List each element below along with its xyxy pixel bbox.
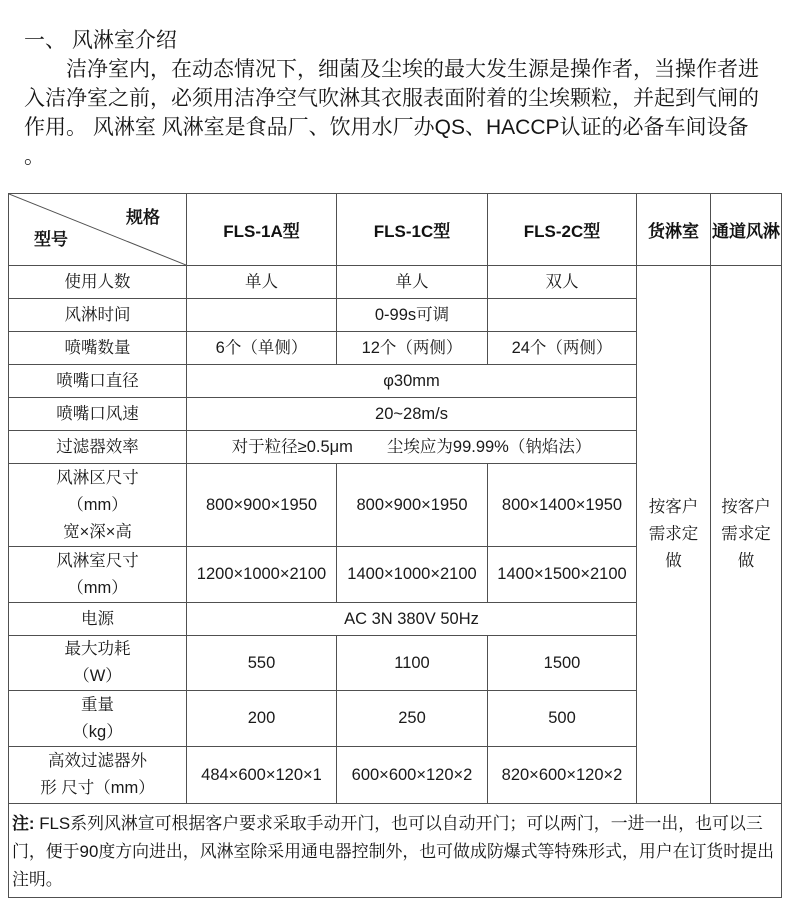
merged-value-text: 对于粒径≥0.5μm [231,437,353,456]
made-to-order-text: 按客户需求定做 [648,498,699,570]
value-cell-fls-1a: 800×900×1950 [187,464,336,546]
row-label-text: 最大功耗 [64,640,131,658]
row-label-cell [9,547,186,602]
value-cell-fls-1a: 550 [187,636,336,690]
row-label-text: 宽×深×高 [63,522,132,541]
row-label-text: 喷嘴数量 [64,338,131,357]
value-cell-fls-1c: 800×900×1950 [337,464,487,546]
value-cell-fls-2c [488,299,636,331]
row-label-text: 电源 [81,609,114,628]
intro-paragraph-line: 洁净室内，在动态情况下，细菌及尘埃的最大发生源是操作者，当操作者进 [66,58,759,81]
value-cell-fls-1c: 1400×1000×2100 [337,547,487,602]
row-label-text: 形 尺寸（mm） [40,779,155,797]
row-label-text: 喷嘴口直径 [56,371,139,390]
row-label-text: （W） [73,667,122,685]
row-label-text: 风淋区尺寸 [56,468,139,487]
value-cell-fls-1a: 484×600×120×1 [187,747,336,803]
merged-value-cell [187,431,636,463]
value-cell-fls-2c: 1500 [488,636,636,690]
value-cell-fls-2c: 500 [488,691,636,746]
row-label-cell [9,691,186,746]
merged-value-cell [187,398,636,430]
column-header-tunnel-shower: 通道风淋 [711,194,781,265]
corner-model-label: 型号 [34,230,68,249]
row-label-cell [9,747,186,803]
value-cell-fls-1a: 1200×1000×2100 [187,547,336,602]
intro-paragraph-line: 。 [24,145,45,168]
spec-table [8,193,782,898]
value-cell-fls-1a: 6个（单侧） [187,332,336,364]
merged-value-cell [187,603,636,635]
tunnel-shower-custom-cell [711,266,781,803]
row-label-cell [9,636,186,690]
row-label-cell [9,431,186,463]
value-cell-fls-2c: 双人 [488,266,636,298]
merged-value-text: AC 3N 380V 50Hz [344,609,479,628]
cargo-shower-custom-cell [637,266,710,803]
row-label-cell [9,603,186,635]
row-label-text: （mm） [67,495,128,514]
row-label-text: 高效过滤器外 [48,752,147,770]
row-label-cell [9,464,186,546]
row-label-text: 喷嘴口风速 [56,404,139,423]
value-cell-fls-1a: 单人 [187,266,336,298]
row-label-text: 使用人数 [64,272,131,291]
value-cell-fls-2c: 1400×1500×2100 [488,547,636,602]
row-label-text: 风淋时间 [64,305,131,324]
value-cell-fls-2c: 820×600×120×2 [488,747,636,803]
row-label-cell [9,266,186,298]
column-header-cargo-shower: 货淋室 [637,194,710,265]
row-label-text: 风淋室尺寸 [56,551,139,570]
value-cell-fls-1c: 1100 [337,636,487,690]
value-cell-fls-2c: 800×1400×1950 [488,464,636,546]
value-cell-fls-1c: 0-99s可调 [337,299,487,331]
row-label-text: （kg） [72,722,123,741]
row-label-cell [9,365,186,397]
corner-spec-label: 规格 [126,208,160,227]
note-line: 门，便于90度方向进出，风淋室除采用通电器控制外，也可做成防爆式等特殊形式，用户在订货时提出 [12,842,774,861]
column-header-fls-1c: FLS-1C型 [337,194,487,265]
column-header-fls-2c: FLS-2C型 [488,194,636,265]
row-label-cell [9,299,186,331]
row-label-text: 重量 [81,695,114,714]
row-label-cell [9,398,186,430]
value-cell-fls-2c: 24个（两侧） [488,332,636,364]
value-cell-fls-1c: 250 [337,691,487,746]
note-text: FLS系列风淋宣可根据客户要求采取手动开门，也可以自动开门；可以两门，一进一出，也可以三 [39,814,763,833]
value-cell-fls-1c: 12个（两侧） [337,332,487,364]
intro-paragraph-line: 作用。 风淋室 风淋室是食品厂、饮用水厂办QS、HACCP认证的必备车间设备 [24,116,749,139]
made-to-order-text: 按客户需求定做 [721,498,771,570]
note-label: 注: [12,814,35,833]
merged-value-text: 20~28m/s [375,404,448,423]
intro-section [24,26,784,171]
note-line: 注明。 [12,870,63,889]
value-cell-fls-1a: 200 [187,691,336,746]
row-label-text: 过滤器效率 [56,437,139,456]
value-cell-fls-1a [187,299,336,331]
merged-value-text: φ30mm [383,371,440,390]
row-label-text: （mm） [67,578,128,597]
value-cell-fls-1c: 单人 [337,266,487,298]
note-line [12,810,777,838]
column-header-fls-1a: FLS-1A型 [187,194,336,265]
merged-value-cell [187,365,636,397]
table-note [9,804,781,897]
intro-paragraph-line: 入洁净室之前，必须用洁净空气吹淋其衣服表面附着的尘埃颗粒，并起到气闸的 [24,87,759,110]
merged-value-text: 尘埃应为99.99%（钠焰法） [386,437,592,456]
corner-header-cell [9,194,186,265]
row-label-cell [9,332,186,364]
value-cell-fls-1c: 600×600×120×2 [337,747,487,803]
section-heading: 一、 风淋室介绍 [24,29,177,52]
